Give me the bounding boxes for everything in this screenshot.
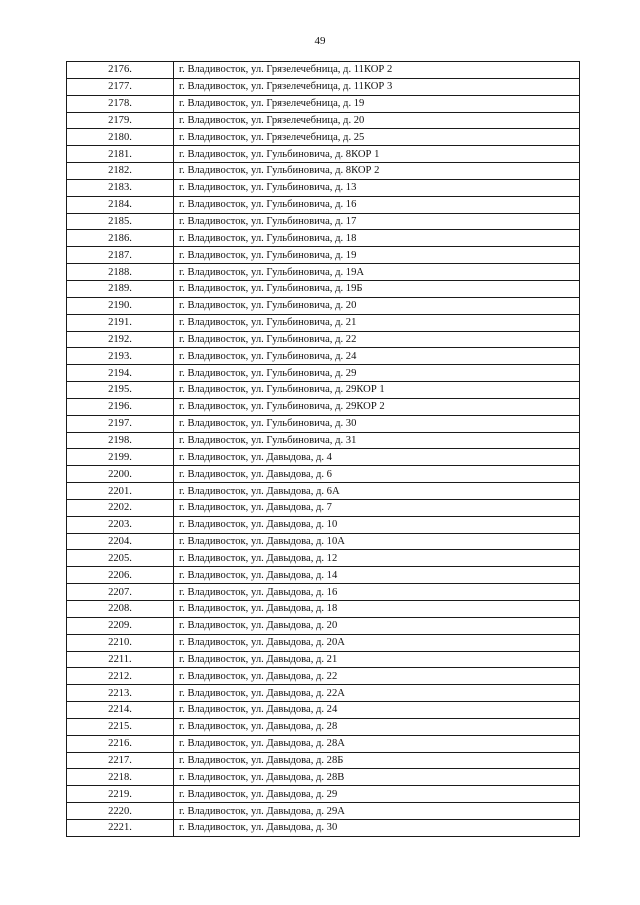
row-address: г. Владивосток, ул. Гульбиновича, д. 24 (174, 348, 580, 365)
row-address: г. Владивосток, ул. Грязелечебница, д. 19 (174, 95, 580, 112)
row-address: г. Владивосток, ул. Гульбиновича, д. 19Б (174, 280, 580, 297)
table-row (67, 213, 580, 230)
row-number: 2195. (67, 382, 174, 399)
row-number: 2197. (67, 415, 174, 432)
row-address: г. Владивосток, ул. Давыдова, д. 20 (174, 617, 580, 634)
row-number: 2181. (67, 146, 174, 163)
row-number: 2188. (67, 264, 174, 281)
table-row (67, 668, 580, 685)
table-row (67, 95, 580, 112)
row-address: г. Владивосток, ул. Давыдова, д. 20А (174, 634, 580, 651)
row-address: г. Владивосток, ул. Давыдова, д. 22А (174, 685, 580, 702)
row-number: 2221. (67, 819, 174, 836)
row-number: 2210. (67, 634, 174, 651)
row-number: 2203. (67, 516, 174, 533)
table-row (67, 702, 580, 719)
row-number: 2206. (67, 567, 174, 584)
table-row (67, 567, 580, 584)
row-address: г. Владивосток, ул. Давыдова, д. 28В (174, 769, 580, 786)
table-row (67, 146, 580, 163)
table-row (67, 584, 580, 601)
table-row (67, 314, 580, 331)
table-row (67, 550, 580, 567)
table-row (67, 78, 580, 95)
table-row (67, 634, 580, 651)
row-number: 2179. (67, 112, 174, 129)
row-address: г. Владивосток, ул. Гульбиновича, д. 29КОР 1 (174, 382, 580, 399)
table-row (67, 62, 580, 79)
row-address: г. Владивосток, ул. Давыдова, д. 4 (174, 449, 580, 466)
row-number: 2183. (67, 179, 174, 196)
row-address: г. Владивосток, ул. Гульбиновича, д. 30 (174, 415, 580, 432)
table-row (67, 752, 580, 769)
table-row (67, 230, 580, 247)
table-row (67, 129, 580, 146)
row-number: 2211. (67, 651, 174, 668)
row-number: 2185. (67, 213, 174, 230)
row-address: г. Владивосток, ул. Давыдова, д. 28Б (174, 752, 580, 769)
row-address: г. Владивосток, ул. Гульбиновича, д. 20 (174, 297, 580, 314)
row-address: г. Владивосток, ул. Давыдова, д. 24 (174, 702, 580, 719)
row-number: 2214. (67, 702, 174, 719)
row-address: г. Владивосток, ул. Грязелечебница, д. 11КОР 3 (174, 78, 580, 95)
table-row (67, 718, 580, 735)
row-address: г. Владивосток, ул. Давыдова, д. 6 (174, 466, 580, 483)
row-number: 2202. (67, 499, 174, 516)
row-number: 2196. (67, 398, 174, 415)
row-address: г. Владивосток, ул. Давыдова, д. 30 (174, 819, 580, 836)
row-address: г. Владивосток, ул. Гульбиновича, д. 18 (174, 230, 580, 247)
row-address: г. Владивосток, ул. Грязелечебница, д. 25 (174, 129, 580, 146)
table-row (67, 432, 580, 449)
table-row (67, 533, 580, 550)
table-row (67, 179, 580, 196)
row-address: г. Владивосток, ул. Грязелечебница, д. 11КОР 2 (174, 62, 580, 79)
row-number: 2209. (67, 617, 174, 634)
table-row (67, 483, 580, 500)
row-address: г. Владивосток, ул. Грязелечебница, д. 20 (174, 112, 580, 129)
table-row (67, 685, 580, 702)
row-address: г. Владивосток, ул. Гульбиновича, д. 31 (174, 432, 580, 449)
row-number: 2219. (67, 786, 174, 803)
table-row (67, 280, 580, 297)
row-number: 2201. (67, 483, 174, 500)
table-row (67, 516, 580, 533)
table-row (67, 196, 580, 213)
row-address: г. Владивосток, ул. Гульбиновича, д. 13 (174, 179, 580, 196)
row-number: 2216. (67, 735, 174, 752)
table-row (67, 398, 580, 415)
table-row (67, 112, 580, 129)
row-number: 2191. (67, 314, 174, 331)
row-number: 2220. (67, 803, 174, 820)
row-address: г. Владивосток, ул. Давыдова, д. 14 (174, 567, 580, 584)
table-row (67, 297, 580, 314)
table-row (67, 449, 580, 466)
table-row (67, 382, 580, 399)
row-number: 2205. (67, 550, 174, 567)
row-number: 2207. (67, 584, 174, 601)
table-row (67, 499, 580, 516)
table-row (67, 819, 580, 836)
row-number: 2186. (67, 230, 174, 247)
table-row (67, 163, 580, 180)
table-row (67, 786, 580, 803)
table-row (67, 651, 580, 668)
table-row (67, 803, 580, 820)
table-row (67, 617, 580, 634)
table-row (67, 348, 580, 365)
row-number: 2215. (67, 718, 174, 735)
row-address: г. Владивосток, ул. Давыдова, д. 10А (174, 533, 580, 550)
row-number: 2199. (67, 449, 174, 466)
row-number: 2208. (67, 601, 174, 618)
row-number: 2189. (67, 280, 174, 297)
table-row (67, 769, 580, 786)
row-address: г. Владивосток, ул. Гульбиновича, д. 8КОР 2 (174, 163, 580, 180)
row-address: г. Владивосток, ул. Давыдова, д. 28А (174, 735, 580, 752)
row-number: 2187. (67, 247, 174, 264)
row-number: 2204. (67, 533, 174, 550)
table-row (67, 264, 580, 281)
table-row (67, 415, 580, 432)
table-row (67, 466, 580, 483)
row-address: г. Владивосток, ул. Давыдова, д. 12 (174, 550, 580, 567)
row-address: г. Владивосток, ул. Гульбиновича, д. 17 (174, 213, 580, 230)
row-address: г. Владивосток, ул. Гульбиновича, д. 29 (174, 365, 580, 382)
row-address: г. Владивосток, ул. Давыдова, д. 10 (174, 516, 580, 533)
row-address: г. Владивосток, ул. Давыдова, д. 22 (174, 668, 580, 685)
row-address: г. Владивосток, ул. Давыдова, д. 21 (174, 651, 580, 668)
row-number: 2212. (67, 668, 174, 685)
row-address: г. Владивосток, ул. Гульбиновича, д. 8КОР 1 (174, 146, 580, 163)
address-table-body (67, 62, 580, 837)
row-address: г. Владивосток, ул. Давыдова, д. 29А (174, 803, 580, 820)
row-address: г. Владивосток, ул. Гульбиновича, д. 19А (174, 264, 580, 281)
row-number: 2213. (67, 685, 174, 702)
row-address: г. Владивосток, ул. Гульбиновича, д. 21 (174, 314, 580, 331)
table-row (67, 365, 580, 382)
row-number: 2192. (67, 331, 174, 348)
page-number: 49 (314, 35, 326, 47)
row-number: 2218. (67, 769, 174, 786)
row-address: г. Владивосток, ул. Давыдова, д. 6А (174, 483, 580, 500)
row-number: 2178. (67, 95, 174, 112)
row-number: 2182. (67, 163, 174, 180)
row-number: 2177. (67, 78, 174, 95)
row-number: 2180. (67, 129, 174, 146)
table-row (67, 247, 580, 264)
row-address: г. Владивосток, ул. Гульбиновича, д. 22 (174, 331, 580, 348)
table-row (67, 735, 580, 752)
row-number: 2193. (67, 348, 174, 365)
row-address: г. Владивосток, ул. Давыдова, д. 29 (174, 786, 580, 803)
row-address: г. Владивосток, ул. Гульбиновича, д. 16 (174, 196, 580, 213)
table-row (67, 601, 580, 618)
row-address: г. Владивосток, ул. Давыдова, д. 18 (174, 601, 580, 618)
row-address: г. Владивосток, ул. Гульбиновича, д. 29КОР 2 (174, 398, 580, 415)
row-address: г. Владивосток, ул. Давыдова, д. 7 (174, 499, 580, 516)
row-number: 2176. (67, 62, 174, 79)
row-number: 2194. (67, 365, 174, 382)
row-number: 2184. (67, 196, 174, 213)
row-number: 2190. (67, 297, 174, 314)
row-address: г. Владивосток, ул. Гульбиновича, д. 19 (174, 247, 580, 264)
table-row (67, 331, 580, 348)
row-number: 2198. (67, 432, 174, 449)
row-address: г. Владивосток, ул. Давыдова, д. 28 (174, 718, 580, 735)
address-table (66, 61, 580, 837)
row-number: 2200. (67, 466, 174, 483)
row-number: 2217. (67, 752, 174, 769)
row-address: г. Владивосток, ул. Давыдова, д. 16 (174, 584, 580, 601)
